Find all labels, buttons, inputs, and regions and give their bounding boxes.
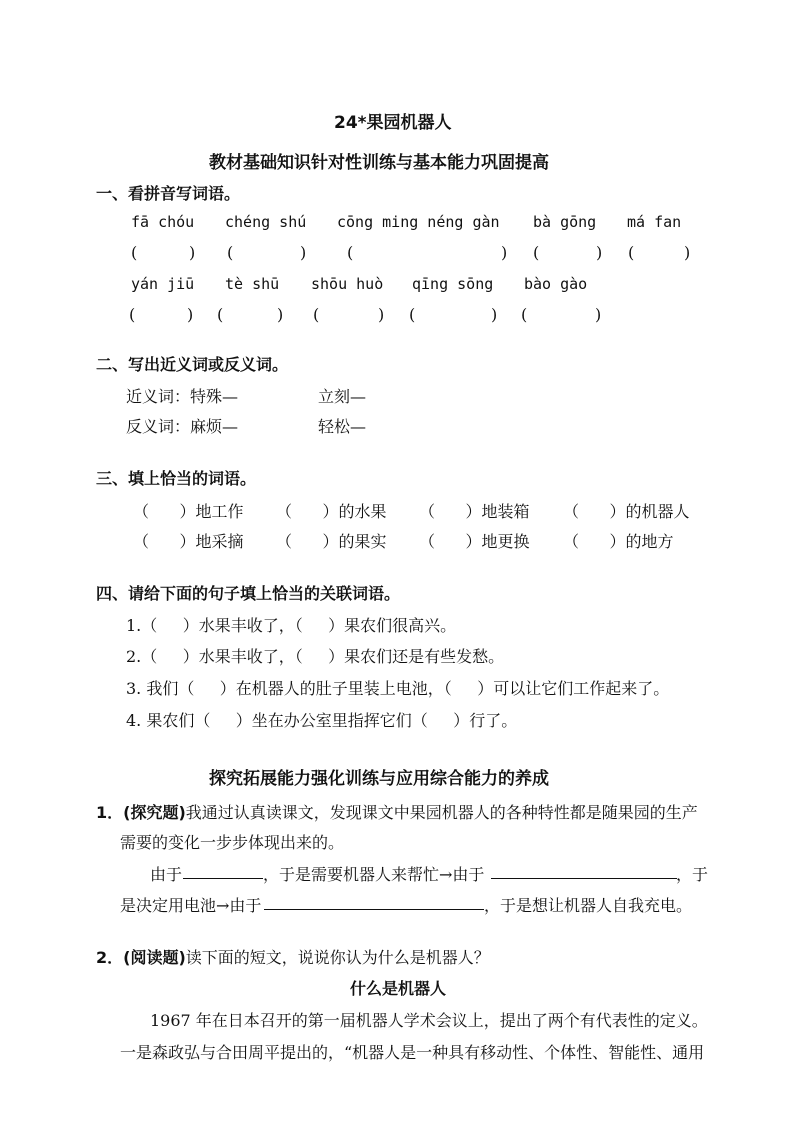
pinyin-3: cōng ming néng gàn xyxy=(337,213,500,231)
passage-title: 什么是机器人 xyxy=(350,979,447,998)
answer-box-1-end: ) xyxy=(189,243,196,262)
section-title-extension: 探究拓展能力强化训练与应用综合能力的养成 xyxy=(209,769,549,789)
answer-blank-2[interactable] xyxy=(491,878,677,879)
q3-heading: 三、填上恰当的词语。 xyxy=(96,469,257,488)
answer-box-2[interactable]: ( xyxy=(227,243,234,262)
answer-box-9[interactable]: ( xyxy=(409,305,416,324)
answer-box-7-end: ) xyxy=(277,305,284,324)
fill-item: （ ）的水果 xyxy=(276,502,387,521)
passage-line-2: 一是森政弘与合田周平提出的，“机器人是一种具有移动性、个体性、智能性、通用 xyxy=(120,1043,705,1062)
sentence-4: 4. 果农们（ ）坐在办公室里指挥它们（ ）行了。 xyxy=(126,711,518,730)
answer-blank-1[interactable] xyxy=(183,878,263,879)
pinyin-10: bào gào xyxy=(524,275,588,293)
passage-line-1: 1967 年在日本召开的第一届机器人学术会议上，提出了两个有代表性的定义。 xyxy=(150,1011,708,1030)
answer-box-2-end: ) xyxy=(300,243,307,262)
answer-box-3-end: ) xyxy=(501,243,508,262)
answer-box-5[interactable]: ( xyxy=(628,243,635,262)
pinyin-8: shōu huò xyxy=(311,275,384,293)
pinyin-4: bà gōng xyxy=(533,213,597,231)
pinyin-1: fā chóu xyxy=(131,213,195,231)
section-title-basic: 教材基础知识针对性训练与基本能力巩固提高 xyxy=(209,153,549,173)
answer-box-6[interactable]: ( xyxy=(129,305,136,324)
answer-box-1[interactable]: ( xyxy=(131,243,138,262)
page-title: 24*果园机器人 xyxy=(334,113,452,133)
answer-box-7[interactable]: ( xyxy=(217,305,224,324)
pinyin-9: qīng sōng xyxy=(412,275,494,293)
fill-item: （ ）地更换 xyxy=(419,532,530,551)
antonym-item-1: 反义词：麻烦— xyxy=(126,417,239,436)
q2-heading: 二、写出近义词或反义词。 xyxy=(96,355,289,374)
answer-box-4[interactable]: ( xyxy=(533,243,540,262)
answer-box-10[interactable]: ( xyxy=(521,305,528,324)
sentence-1: 1.（ ）水果丰收了，（ ）果农们很高兴。 xyxy=(126,616,457,635)
exercise-1-line-1: 1．(探究题)我通过认真读课文，发现课文中果园机器人的各种特性都是随果园的生产 xyxy=(96,803,698,822)
exercise-1-fill-3: ，于 xyxy=(676,865,709,884)
pinyin-6: yán jiū xyxy=(131,275,195,293)
sentence-2: 2.（ ）水果丰收了，（ ）果农们还是有些发愁。 xyxy=(126,647,505,666)
fill-item: （ ）地采摘 xyxy=(133,532,244,551)
pinyin-2: chéng shú xyxy=(225,213,307,231)
answer-box-3[interactable]: ( xyxy=(347,243,354,262)
answer-box-4-end: ) xyxy=(596,243,603,262)
answer-box-10-end: ) xyxy=(595,305,602,324)
exercise-1-line-2: 需要的变化一步步体现出来的。 xyxy=(120,833,345,852)
fill-item: （ ）的地方 xyxy=(563,532,674,551)
fill-item: （ ）地工作 xyxy=(133,502,244,521)
exercise-1-fill-5: ，于是想让机器人自我充电。 xyxy=(484,896,693,915)
exercise-1-fill-1: 由于 xyxy=(150,865,183,884)
answer-box-8-end: ) xyxy=(378,305,385,324)
q4-heading: 四、请给下面的句子填上恰当的关联词语。 xyxy=(96,584,401,603)
exercise-1-fill-2: ，于是需要机器人来帮忙→由于 xyxy=(263,865,485,884)
antonym-item-2: 轻松— xyxy=(318,417,367,436)
sentence-3: 3. 我们（ ）在机器人的肚子里装上电池，（ ）可以让它们工作起来了。 xyxy=(126,679,670,698)
answer-box-9-end: ) xyxy=(491,305,498,324)
pinyin-5: má fan xyxy=(627,213,682,231)
answer-box-6-end: ) xyxy=(187,305,194,324)
q1-heading: 一、看拼音写词语。 xyxy=(96,184,241,203)
answer-blank-3[interactable] xyxy=(264,909,484,910)
answer-box-5-end: ) xyxy=(684,243,691,262)
fill-item: （ ）地装箱 xyxy=(419,502,530,521)
fill-item: （ ）的机器人 xyxy=(563,502,690,521)
synonym-item-2: 立刻— xyxy=(318,387,367,406)
fill-item: （ ）的果实 xyxy=(276,532,387,551)
exercise-1-fill-4: 是决定用电池→由于 xyxy=(120,896,262,915)
pinyin-7: tè shū xyxy=(225,275,280,293)
answer-box-8[interactable]: ( xyxy=(313,305,320,324)
exercise-2-line: 2．(阅读题)读下面的短文，说说你认为什么是机器人？ xyxy=(96,948,490,967)
synonym-item-1: 近义词：特殊— xyxy=(126,387,239,406)
